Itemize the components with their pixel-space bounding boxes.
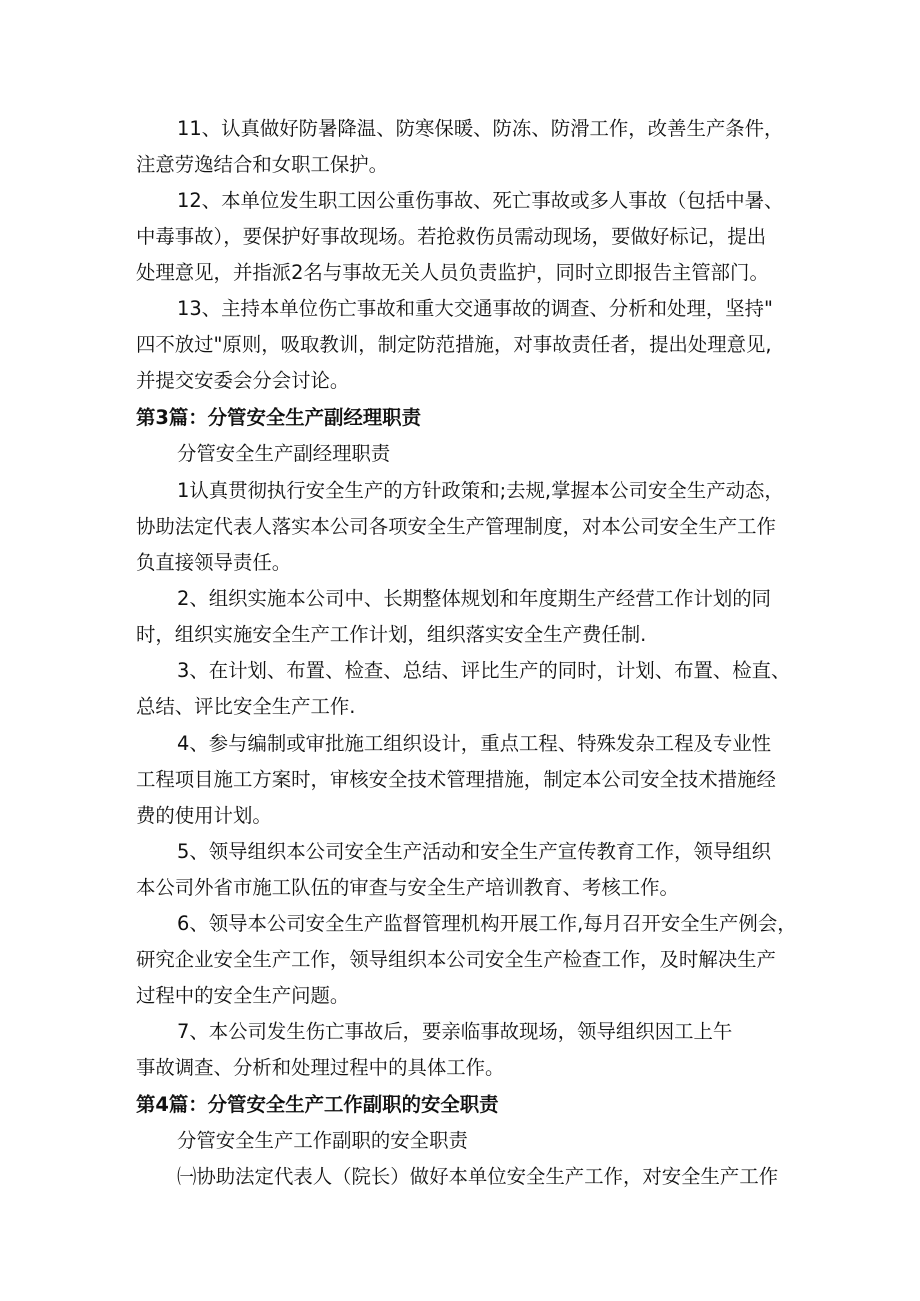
section-heading: 第3篇：分管安全生产副经理职责 <box>136 406 421 429</box>
paragraph-line: 并提交安委会分会讨论。 <box>136 369 350 392</box>
paragraph-line: 研究企业安全生产工作，领导组织本公司安全生产检查工作，及时解决生产 <box>136 948 776 971</box>
paragraph-first-line: 6、领导本公司安全生产监督管理机构开展工作,每月召开安全生产例会， <box>177 912 797 935</box>
paragraph-first-line: ㈠协助法定代表人（院长）做好本单位安全生产工作，对安全生产工作 <box>177 1165 779 1188</box>
paragraph-first-line: 分管安全生产副经理职责 <box>177 442 391 465</box>
paragraph-first-line: 分管安全生产工作副职的安全职责 <box>177 1129 468 1152</box>
paragraph-first-line: 7、本公司发生伤亡事故后，要亲临事故现场，领导组织因工上午 <box>177 1020 733 1043</box>
paragraph-line: 总结、评比安全生产工作. <box>136 695 356 718</box>
paragraph-first-line: 13、主持本单位伤亡事故和重大交通事故的调查、分析和处理，坚持" <box>177 297 773 320</box>
paragraph-first-line: 5、领导组织本公司安全生产活动和安全生产宣传教育工作，领导组织 <box>177 840 772 863</box>
paragraph-line: 本公司外省市施工队伍的审查与安全生产培训教育、考核工作。 <box>136 876 679 899</box>
paragraph-line: 费的使用计划。 <box>136 804 272 827</box>
paragraph-line: 时，组织实施安全生产工作计划，组织落实安全生产费任制. <box>136 623 647 646</box>
paragraph-first-line: 2、组织实施本公司中、长期整体规划和年度期生产经营工作计划的同 <box>177 587 772 610</box>
paragraph-line: 中毒事故），要保护好事故现场。若抢救伤员需动现场，要做好标记，提出 <box>136 225 767 248</box>
paragraph-line: 负直接领导责任。 <box>136 551 292 574</box>
paragraph-first-line: 11、认真做好防暑降温、防寒保暖、防冻、防滑工作，改善生产条件， <box>177 117 784 140</box>
paragraph-line: 处理意见，并指派2名与事故无关人员负责监护，同时立即报告主管部门。 <box>136 261 769 284</box>
paragraph-first-line: 3、在计划、布置、检查、总结、评比生产的同时，计划、布置、检直、 <box>177 659 791 682</box>
paragraph-line: 事故调查、分析和处理过程中的具体工作。 <box>136 1056 505 1079</box>
paragraph-line: 四不放过"原则，吸取教训，制定防范措施，对事故责任者，提出处理意见, <box>136 333 772 356</box>
paragraph-first-line: 12、本单位发生职工因公重伤事故、死亡事故或多人事故（包括中暑、 <box>177 189 784 212</box>
paragraph-line: 注意劳逸结合和女职工保护。 <box>136 153 389 176</box>
paragraph-line: 工程项目施工方案时，审核安全技术管理措施，制定本公司安全技术措施经 <box>136 768 776 791</box>
paragraph-line: 过程中的安全生产问题。 <box>136 984 350 1007</box>
paragraph-first-line: 4、参与编制或审批施工组织设计，重点工程、特殊发杂工程及专业性 <box>177 732 772 755</box>
section-heading: 第4篇：分管安全生产工作副职的安全职责 <box>136 1093 499 1116</box>
paragraph-first-line: 1认真贯彻执行安全生产的方针政策和;去规,掌握本公司安全生产动态， <box>177 479 784 502</box>
paragraph-line: 协助法定代表人落实本公司各项安全生产管理制度，对本公司安全生产工作 <box>136 515 776 538</box>
